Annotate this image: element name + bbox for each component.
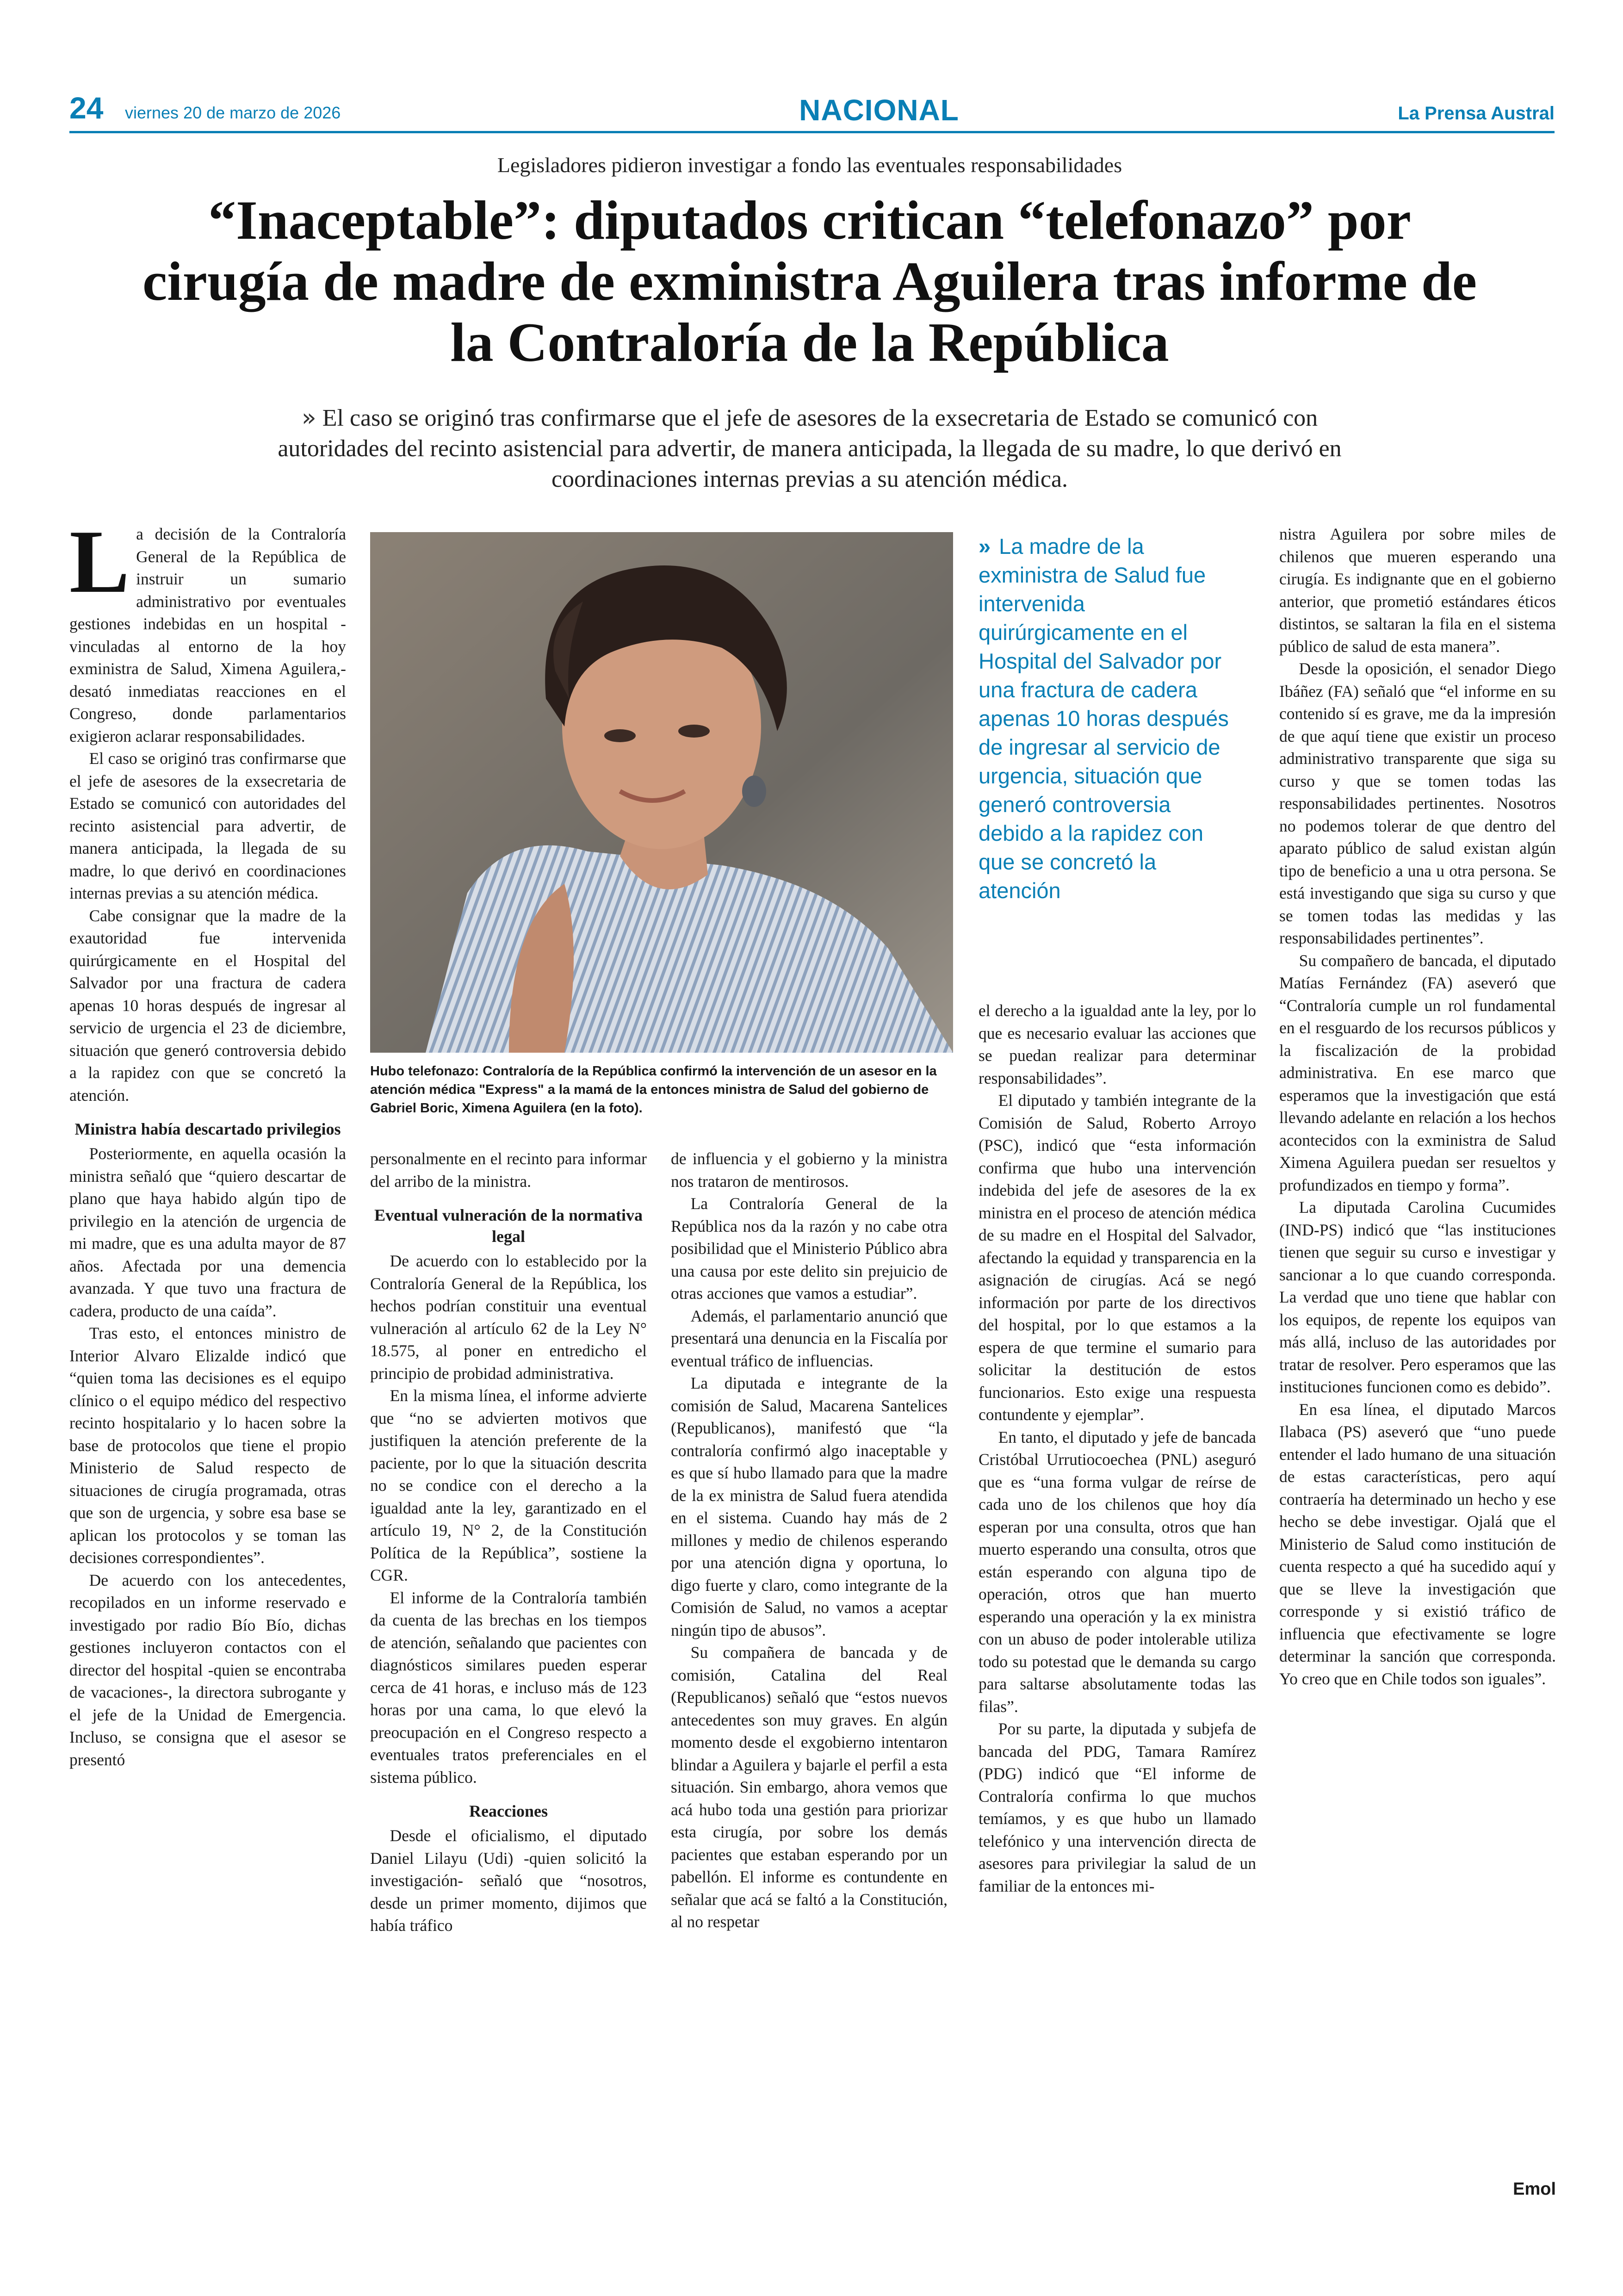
paragraph: Su compañero de bancada, el diputado Matías Fernández (FA) aseveró que “Contraloría cumple un rol fundamental en el resguardo de los recursos públicos y la fiscalización de la probidad administrativa. En ese marco que esperamos que la investigación que está llevando adelante en relación a los hechos acontecidos con la exministra de Salud Ximena Aguilera puedan ser resueltos y profundizados en tiempo y forma”. [1279,951,1556,1194]
paragraph: La Contraloría General de la República nos da la razón y no cabe otra posibilidad que el Ministerio Público abra una causa por este delito sin prejuicio de otras acciones que vamos a estudiar”. [671,1194,948,1303]
paragraph-text: a decisión de la Contraloría General de la República de instruir un sumario administrativo por eventuales gestiones indebidas en un hospital -vinculadas al entorno de la hoy exministra de Salud, Ximena Aguilera,- desató inmediatas reacciones en el Congreso, donde parlamentarios exigieron aclarar responsabilidades. [69,525,346,745]
paragraph: Desde el oficialismo, el diputado Daniel Lilayu (Udi) -quien solicitó la investigación- señaló que “nosotros, desde un primer momento, dijimos que había tráfico [370,1826,647,1935]
paragraph: En esa línea, el diputado Marcos Ilabaca (PS) aseveró que “uno puede entender el lado humano de una situación de estas características, pero aquí contraería ha determinado un hecho y ese hecho se debe investigar. Ojalá que el Ministerio de Salud como institución de cuenta respecto a qué ha sucedido aquí y que se lleve la investigación que corresponde y si existió tráfico de influencia que efectivamente se logre determinar la sanción que corresponda. Yo creo que en Chile todos son iguales”. [1279,1400,1556,1688]
paragraph: Tras esto, el entonces ministro de Interior Alvaro Elizalde indicó que “quien toma las decisiones es el equipo clínico o el equipo médico del respectivo recinto hospitalario y lo hacen sobre la base de protocolos que tiene el propio Ministerio de Salud respecto de situaciones de cirugía programada, otras que son de urgencia, y sobre esa base se aplican los protocolos y se toman las decisiones correspondientes”. [69,1324,346,1567]
photo-illustration [370,532,953,1053]
pull-quote-text: La madre de la exministra de Salud fue intervenida quirúrgicamente en el Hospital del Salvador por una fractura de cadera apenas 10 horas después de ingresar al servicio de urgencia, situación que generó controversia debido a la rapidez con que se concretó la atención [979,534,1229,903]
paragraph: Cabe consignar que la madre de la exautoridad fue intervenida quirúrgicamente en el Hospital del Salvador por una fractura de cadera apenas 10 horas después de ingresar al servicio de urgencia el 23 de diciembre, situación que generó controversia debido a la rapidez con que se concretó la atención. [69,906,346,1105]
pull-quote [979,532,1238,905]
paragraph: En tanto, el diputado y jefe de bancada Cristóbal Urrutiocoechea (PNL) aseguró que es “una forma vulgar de reírse de cada uno de los chilenos que hoy día esperan por una consulta, otros que han muerto esperando una consulta, otros que están esperando con alguna tipo de operación, otros que han muerto esperando una operación y la ex ministra con un abuso de poder intolerable utiliza todo su potestad que le demanda su cargo para saltarse absolutamente todas las filas”. [979,1427,1256,1716]
article-kicker: Legisladores pidieron investigar a fondo las eventuales responsabilidades [497,153,1122,177]
paragraph: Posteriormente, en aquella ocasión la ministra señaló que “quiero descartar de plano que haya habido algún tipo de privilegio en la atención de urgencia de mi madre, que es una adulta mayor de 87 años. Afectada por una demencia avanzada. Y que tuvo una fractura de cadera, producto de una caída”. [69,1144,346,1320]
paragraph: nistra Aguilera por sobre miles de chilenos que mueren esperando una cirugía. Es indignante que en el gobierno anterior, que prometió estándares éticos distintos, se saltaran la fila en el sistema público de salud de esta manera”. [1279,525,1556,656]
section-title: NACIONAL [799,93,959,127]
paragraph: Desde la oposición, el senador Diego Ibáñez (FA) señaló que “el informe en su contenido sí es grave, me da la impresión de que aquí tiene que existir un proceso administrativo transparente que siga su curso y que se tomen todas las responsabilidades pertinentes. Nosotros no podemos tolerar de que dentro del aparato público de salud existan algún tipo de beneficio a una u otra persona. Se está investigando que siga su curso y que se tomen todas las medidas y las responsabilidades pertinentes”. [1279,659,1556,947]
paragraph: La diputada Carolina Cucumides (IND-PS) indicó que “las instituciones tienen que seguir su curso e investigar y sancionar a lo que cuando corresponda. La verdad que uno tiene que hablar con los equipos, de repente los equipos van más allá, incluso de las autoridades por tratar de resolver. Pero esperamos que las instituciones funcionen como es debido”. [1279,1198,1556,1396]
paragraph: Por su parte, la diputada y subjefa de bancada del PDG, Tamara Ramírez (PDG) indicó que “El informe de Contraloría confirma lo que muchos temíamos, y es que hubo un llamado telefónico y una intervención directa de asesores para privilegiar la salud de un familiar de la entonces mi- [979,1719,1256,1895]
article-column-2 [370,1148,647,2203]
page-header [69,90,1555,132]
article-column-5 [1279,523,1556,2198]
paragraph: Además, el parlamentario anunció que presentará una denuncia en la Fiscalía por eventual tráfico de influencias. [671,1306,948,1370]
paragraph: Su compañera de bancada y de comisión, Catalina del Real (Republicanos) señaló que “estos nuevos antecedentes son muy graves. En algún momento desde el exgobierno intentaron blindar a Aguilera y bajarle el perfil a esta situación. Sin embargo, ahora vemos que acá hubo toda una gestión para priorizar esta cirugía, por sobre los demás pacientes que estaban esperando por un pabellón. El informe es contundente en señalar que acá se faltó a la Constitución, al no respetar [671,1643,948,1931]
photo-caption: Hubo telefonazo: Contraloría de la República confirmó la intervención de un asesor en la atención médica "Express" a la mamá de la entonces ministra de Salud del gobierno de Gabriel Boric, Ximena Aguilera (en la foto). [370,1064,937,1116]
chevron-right-icon: » [979,534,991,558]
paragraph: de influencia y el gobierno y la ministra nos trataron de mentirosos. [671,1149,948,1191]
chevron-right-icon: » [301,404,316,432]
subheading: Ministra había descartado privilegios [74,1120,341,1138]
article-column-1 [69,512,346,2198]
paragraph: El informe de la Contraloría también da cuenta de las brechas en los tiempos de atención, señalando que pacientes con diagnósticos similares pueden esperar cerca de 41 horas, e incluso más de 123 horas por una cama, lo que elevó la preocupación en el Congreso respecto a eventuales tratos preferenciales en el sistema público. [370,1588,647,1787]
article-source: Emol [1513,2179,1556,2199]
paragraph: En la misma línea, el informe advierte que “no se advierten motivos que justifiquen la atención preferente de la paciente, por lo que la situación descrita no se condice con el derecho a la igualdad ante la ley, garantizado en el artículo 19, N° 2, de la Constitución Política de la República”, sostiene la CGR. [370,1386,647,1584]
paragraph: De acuerdo con lo establecido por la Contraloría General de la República, los hechos podrían constituir una eventual vulneración al artículo 62 de la Ley N° 18.575, al poner en entredicho el principio de probidad administrativa. [370,1252,647,1383]
article-headline: “Inaceptable”: diputados critican “telefonazo” por cirugía de madre de exministra Aguilera tras informe de la Contraloría de la República [142,189,1477,373]
paragraph: De acuerdo con los antecedentes, recopilados en un informe reservado e investigado por radio Bío Bío, dichas gestiones incluyeron contactos con el director del hospital -quien se encontraba de vacaciones-, la directora subrogante y el jefe de la Unidad de Emergencia. Incluso, se consigna que el asesor se presentó [69,1570,346,1769]
article-deck [259,403,1360,495]
paragraph: el derecho a la igualdad ante la ley, por lo que es necesario evaluar las acciones que se puedan realizar para determinar responsabilidades”. [979,1001,1256,1087]
page-number: 24 [69,91,104,125]
paragraph: El diputado y también integrante de la Comisión de Salud, Roberto Arroyo (PSC), indicó que “esta información confirma que hubo una intervención indebida del jefe de asesores de la ex ministra en el proceso de atención médica de su madre en el Hospital del Salvador, afectando la equidad y transparencia en la asignación de cirugías. Acá se negó información por parte de los directivos del hospital, por lo que estamos a la espera de que termine el sumario para solicitar la destitución de estos funcionarios. Esto exige una respuesta contundente y ejemplar”. [979,1091,1256,1424]
paragraph: personalmente en el recinto para informar del arribo de la ministra. [370,1149,647,1191]
header-rule [69,131,1555,133]
article-column-3 [671,1148,948,2203]
deck-text: El caso se originó tras confirmarse que el jefe de asesores de la exsecretaria de Estado se comunicó con autoridades del recinto asistencial para advertir, de manera anticipada, la llegada de su madre, lo que derivó en coordinaciones internas previas a su atención médica. [278,405,1342,492]
newspaper-name: La Prensa Austral [1398,103,1555,124]
paragraph [69,512,346,747]
subheading: Reacciones [469,1802,548,1820]
subheading: Eventual vulneración de la normativa legal [374,1206,643,1246]
paragraph: El caso se originó tras confirmarse que el jefe de asesores de la exsecretaria de Estado se comunicó con autoridades del recinto asistencial para advertir, de manera anticipada, la llegada de su madre, lo que derivó en coordinaciones internas previas a su atención médica. [69,749,346,902]
paragraph: La diputada e integrante de la comisión de Salud, Macarena Santelices (Republicanos), manifestó que “la contraloría confirmó algo inaceptable y es que sí hubo llamado para que la madre de la ex ministra de Salud fuera atendida en el sistema. Cuando hay más de 2 millones y medio de chilenos esperando por una atención digna y oportuna, lo digo fuerte y claro, como integrante de la Comisión de Salud, no vamos a aceptar ningún tipo de abusos”. [671,1374,948,1639]
issue-date: viernes 20 de marzo de 2026 [125,103,341,122]
article-photo [370,532,953,1053]
drop-cap: L [69,512,130,612]
article-column-4 [979,999,1256,2203]
